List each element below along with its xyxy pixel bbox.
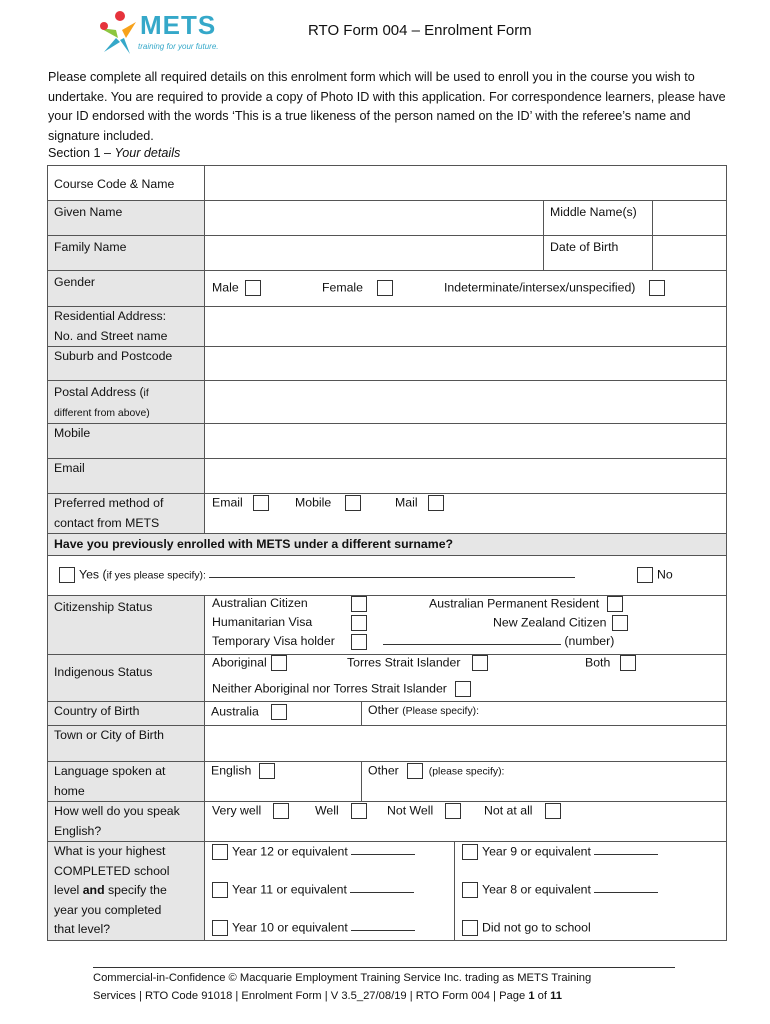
- cit-nz-label: New Zealand Citizen: [493, 615, 607, 630]
- eng-not-at-all-label: Not at all: [484, 803, 533, 818]
- contact-method-label: [48, 494, 205, 534]
- language-label-2: home: [54, 783, 85, 798]
- school-y9-checkbox[interactable]: [462, 844, 478, 860]
- ind-tsi: [347, 655, 488, 671]
- ind-neither-checkbox[interactable]: [455, 681, 471, 697]
- cit-hum-checkbox[interactable]: [351, 615, 367, 631]
- school-y11-label: Year 11 or equivalent: [232, 882, 347, 897]
- dob-label: Date of Birth: [544, 236, 653, 271]
- footer-page: 1: [528, 990, 535, 1002]
- visa-number-label: (number): [564, 634, 615, 648]
- previous-no-label: No: [657, 567, 673, 582]
- cit-temp-checkbox[interactable]: [351, 634, 367, 650]
- country-australia-label: Australia: [211, 704, 259, 719]
- postal-label: [48, 381, 205, 424]
- intro-text: Please complete all required details on this enrolment form which will be used to enroll you in the course you wish to undertake. You are required to provide a copy of Photo ID with this application. For correspondence learners, please have your ID endorsed with the words ‘This is a true likeness of the person named on the ID’ with the referee’s name and signature included.: [48, 70, 726, 143]
- school-y11: [212, 882, 414, 898]
- course-field[interactable]: [205, 166, 727, 201]
- gender-male-checkbox[interactable]: [245, 280, 261, 296]
- footer: [93, 969, 591, 1005]
- contact-mobile-checkbox[interactable]: [345, 495, 361, 511]
- cit-au-checkbox[interactable]: [351, 596, 367, 612]
- footer-pages: 11: [550, 990, 562, 1002]
- indigenous-options: [205, 655, 727, 702]
- english-label-1: How well do you speak: [54, 804, 180, 818]
- contact-mail: [395, 495, 444, 511]
- residential-label: [48, 307, 205, 347]
- contact-mobile-label: Mobile: [295, 495, 332, 510]
- country-australia: [205, 702, 362, 726]
- previous-no: [637, 567, 673, 583]
- course-label: Course Code & Name: [48, 166, 205, 201]
- previous-yes: [59, 567, 575, 583]
- cit-au-label: Australian Citizen: [212, 596, 308, 610]
- contact-email-checkbox[interactable]: [253, 495, 269, 511]
- cit-pr-label: Australian Permanent Resident: [429, 596, 600, 611]
- town-field[interactable]: [205, 726, 727, 762]
- citizenship-label: Citizenship Status: [48, 596, 205, 655]
- previous-surname-line[interactable]: [209, 577, 575, 578]
- section-heading: [48, 146, 180, 160]
- english-label-2: English?: [54, 823, 102, 838]
- ind-aboriginal-label: Aboriginal: [212, 655, 267, 670]
- cit-nz-checkbox[interactable]: [612, 615, 628, 631]
- mets-logo: [96, 8, 236, 58]
- middle-name-field[interactable]: [653, 201, 727, 236]
- english-options: [205, 802, 727, 842]
- section-name: Your details: [114, 146, 181, 160]
- mets-figure-icon: [96, 8, 140, 56]
- cit-hum: [212, 615, 312, 629]
- language-other-label: Other: [368, 763, 399, 778]
- given-name-field[interactable]: [205, 201, 544, 236]
- school-y10: [212, 920, 415, 936]
- language-label-1: Language spoken at: [54, 764, 166, 778]
- eng-very-well: [212, 803, 289, 819]
- footer-line-1: Commercial-in-Confidence © Macquarie Employment Training Service Inc. trading as METS Training: [93, 972, 592, 984]
- cit-pr: [429, 596, 623, 612]
- mobile-label: Mobile: [48, 424, 205, 459]
- residential-field[interactable]: [205, 307, 727, 347]
- ind-both-checkbox[interactable]: [620, 655, 636, 671]
- school-label-3: [54, 881, 198, 901]
- school-y10-label: Year 10 or equivalent: [232, 920, 348, 935]
- country-other-label: Other: [368, 703, 399, 717]
- ind-both-label: Both: [585, 655, 611, 670]
- citizenship-options: [205, 596, 727, 655]
- cit-number: [383, 634, 614, 648]
- eng-not-well: [387, 803, 461, 819]
- school-label-3a: level: [54, 883, 83, 897]
- postal-field[interactable]: [205, 381, 727, 424]
- postal-label-small1: if: [143, 388, 149, 399]
- school-none: [462, 920, 591, 936]
- eng-well-label: Well: [315, 803, 339, 818]
- previous-no-checkbox[interactable]: [637, 567, 653, 583]
- footer-line-2a: Services | RTO Code 91018 | Enrolment Form | V 3.5_27/08/19 | RTO Form 004 | Page: [93, 990, 529, 1002]
- ind-aboriginal-checkbox[interactable]: [271, 655, 287, 671]
- school-none-checkbox[interactable]: [462, 920, 478, 936]
- suburb-label: Suburb and Postcode: [48, 347, 205, 381]
- school-y11-checkbox[interactable]: [212, 882, 228, 898]
- email-field[interactable]: [205, 459, 727, 494]
- eng-very-well-checkbox[interactable]: [273, 803, 289, 819]
- gender-other-checkbox[interactable]: [649, 280, 665, 296]
- school-y10-year[interactable]: [351, 930, 415, 931]
- school-y9: [462, 844, 658, 860]
- contact-method-options: [205, 494, 727, 534]
- ind-tsi-label: Torres Strait Islander: [347, 655, 461, 670]
- given-name-label: Given Name: [48, 201, 205, 236]
- gender-male-label: Male: [212, 280, 239, 295]
- language-label: [48, 762, 205, 802]
- email-label: Email: [48, 459, 205, 494]
- suburb-field[interactable]: [205, 347, 727, 381]
- school-y10-checkbox[interactable]: [212, 920, 228, 936]
- country-other-small: (Please specify):: [402, 706, 479, 717]
- school-label: [48, 842, 205, 941]
- page-title: RTO Form 004 – Enrolment Form: [308, 22, 532, 39]
- contact-mail-label: Mail: [395, 495, 418, 510]
- previous-yes-small: if yes please specify):: [106, 570, 206, 582]
- language-other-checkbox[interactable]: [407, 763, 423, 779]
- school-col-right: [455, 842, 727, 941]
- cit-nz: [493, 615, 628, 631]
- ind-neither: [212, 681, 471, 697]
- school-none-label: Did not go to school: [482, 920, 591, 935]
- section-prefix: Section 1 –: [48, 146, 115, 160]
- residential-label-2: No. and Street name: [54, 328, 168, 343]
- school-col-left: [205, 842, 455, 941]
- school-y8-year[interactable]: [594, 892, 658, 893]
- ind-tsi-checkbox[interactable]: [472, 655, 488, 671]
- footer-line-2: [93, 987, 591, 1005]
- eng-well-checkbox[interactable]: [351, 803, 367, 819]
- ind-aboriginal: [212, 655, 287, 671]
- eng-not-at-all: [484, 803, 561, 819]
- school-y12-checkbox[interactable]: [212, 844, 228, 860]
- school-y8-label: Year 8 or equivalent: [482, 882, 591, 897]
- family-name-field[interactable]: [205, 236, 544, 271]
- school-y12-year[interactable]: [351, 854, 415, 855]
- dob-field[interactable]: [653, 236, 727, 271]
- indigenous-label: Indigenous Status: [48, 655, 205, 702]
- logo-tagline: training for your future.: [138, 42, 219, 51]
- postal-label-small2: different from above): [54, 408, 150, 419]
- gender-female-checkbox[interactable]: [377, 280, 393, 296]
- residential-label-1: Residential Address:: [54, 309, 167, 323]
- previous-yes-label: Yes (: [79, 567, 107, 582]
- gender-female: [322, 280, 393, 296]
- cit-temp-label: Temporary Visa holder: [212, 634, 335, 648]
- previous-yes-checkbox[interactable]: [59, 567, 75, 583]
- gender-options: [205, 271, 727, 307]
- previous-enrolment-question: Have you previously enrolled with METS under a different surname?: [48, 534, 727, 556]
- gender-other: [444, 280, 665, 296]
- english-label: [48, 802, 205, 842]
- school-y9-year[interactable]: [594, 854, 658, 855]
- town-label: Town or City of Birth: [48, 726, 205, 762]
- contact-method-label-1: Preferred method of: [54, 496, 164, 510]
- contact-method-label-2: contact from METS: [54, 515, 160, 530]
- language-other-small: (please specify):: [428, 766, 505, 778]
- contact-email-label: Email: [212, 495, 243, 510]
- eng-not-well-checkbox[interactable]: [445, 803, 461, 819]
- gender-label: Gender: [48, 271, 205, 307]
- ind-neither-label: Neither Aboriginal nor Torres Strait Islander: [212, 681, 447, 696]
- school-label-4: year you completed: [54, 902, 162, 917]
- previous-enrolment-options: [48, 556, 727, 596]
- school-y12-label: Year 12 or equivalent: [232, 844, 348, 859]
- language-english-checkbox[interactable]: [259, 763, 275, 779]
- cit-temp: [212, 634, 335, 648]
- logo-text: METS: [140, 10, 217, 40]
- postal-label-text: Postal Address (: [54, 385, 144, 399]
- language-english-label: English: [211, 763, 252, 778]
- school-label-5: that level?: [54, 922, 111, 936]
- school-y12: [212, 844, 415, 860]
- gender-other-label: Indeterminate/intersex/unspecified): [444, 280, 636, 295]
- country-australia-checkbox[interactable]: [271, 704, 287, 720]
- school-label-3c: specify the: [104, 883, 167, 897]
- school-label-3b: and: [82, 883, 105, 897]
- cit-hum-label: Humanitarian Visa: [212, 615, 313, 629]
- eng-not-at-all-checkbox[interactable]: [545, 803, 561, 819]
- language-other[interactable]: [362, 762, 727, 802]
- eng-not-well-label: Not Well: [387, 803, 434, 818]
- school-label-2: COMPLETED school: [54, 863, 170, 878]
- gender-male: [212, 280, 261, 296]
- family-name-label: Family Name: [48, 236, 205, 271]
- eng-well: [315, 803, 367, 819]
- footer-line-2b: of: [534, 990, 551, 1002]
- enrolment-table: [47, 165, 727, 941]
- footer-divider: [93, 967, 675, 968]
- gender-female-label: Female: [322, 280, 364, 295]
- country-other[interactable]: [362, 702, 727, 726]
- school-y8-checkbox[interactable]: [462, 882, 478, 898]
- school-y8: [462, 882, 658, 898]
- country-label: Country of Birth: [48, 702, 205, 726]
- cit-pr-checkbox[interactable]: [607, 596, 623, 612]
- contact-email: [212, 495, 269, 511]
- contact-mail-checkbox[interactable]: [428, 495, 444, 511]
- school-y9-label: Year 9 or equivalent: [482, 844, 591, 859]
- school-y11-year[interactable]: [350, 892, 414, 893]
- contact-mobile: [295, 495, 361, 511]
- mobile-field[interactable]: [205, 424, 727, 459]
- visa-number-line[interactable]: [383, 644, 561, 645]
- language-english: [205, 762, 362, 802]
- school-label-1: What is your highest: [54, 844, 166, 858]
- eng-very-well-label: Very well: [212, 803, 262, 818]
- cit-au: [212, 596, 308, 610]
- ind-both: [585, 655, 636, 671]
- middle-name-label: Middle Name(s): [544, 201, 653, 236]
